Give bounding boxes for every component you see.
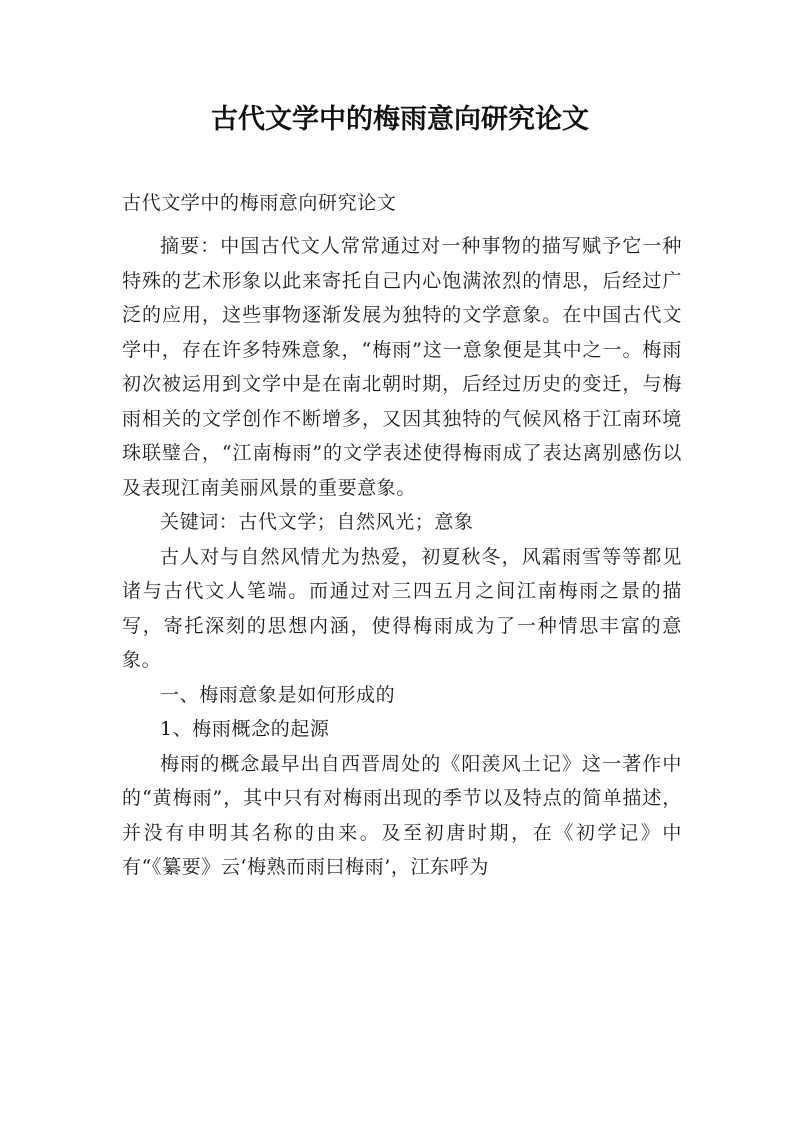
document-title: 古代文学中的梅雨意向研究论文 [211, 104, 589, 135]
document-subtitle: 古代文学中的梅雨意向研究论文 [122, 192, 397, 214]
document-body [122, 229, 682, 885]
paragraph-origin: 梅雨的概念最早出自西晋周处的《阳羡风土记》这一著作中的“黄梅雨”，其中只有对梅雨出现的季节以及特点的简单描述，并没有申明其名称的由来。及至初唐时期，在《初学记》中有“《纂要》云‘梅熟而雨曰梅雨’，江东呼为 [122, 752, 682, 878]
paragraph-intro: 古人对与自然风情尤为热爱，初夏秋冬，风霜雨雪等等都见诸与古代文人笔端。而通过对三四五月之间江南梅雨之景的描写，寄托深刻的思想内涵，使得梅雨成为了一种情思丰富的意象。 [122, 545, 682, 671]
paragraph-keywords: 关键词：古代文学；自然风光；意象 [160, 511, 474, 533]
subsection-heading: 1、梅雨概念的起源 [160, 718, 330, 740]
paragraph-abstract: 摘要：中国古代文人常常通过对一种事物的描写赋予它一种特殊的艺术形象以此来寄托自己内心饱满浓烈的情思，后经过广泛的应用，这些事物逐渐发展为独特的文学意象。在中国古代文学中，存在许多特殊意象，“梅雨”这一意象便是其中之一。梅雨初次被运用到文学中是在南北朝时期，后经过历史的变迁，与梅雨相关的文学创作不断增多，又因其独特的气候风格于江南环境珠联璧合，“江南梅雨”的文学表述使得梅雨成了表达离别感伤以及表现江南美丽风景的重要意象。 [122, 235, 682, 499]
section-heading: 一、梅雨意象是如何形成的 [160, 683, 396, 706]
